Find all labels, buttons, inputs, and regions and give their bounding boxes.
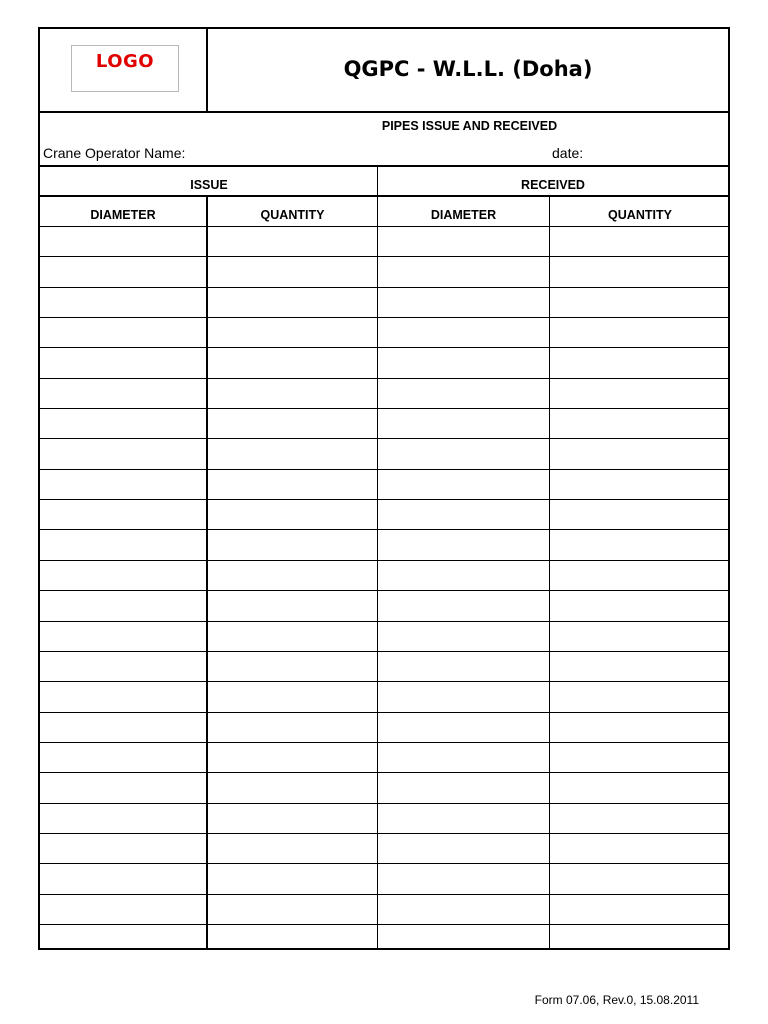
table-cell bbox=[550, 622, 728, 652]
table-cell bbox=[378, 743, 549, 773]
table-row bbox=[40, 439, 728, 469]
table-cell bbox=[40, 257, 206, 287]
table-cell bbox=[378, 439, 549, 469]
table-row bbox=[40, 743, 728, 773]
table-cell bbox=[208, 439, 377, 469]
table-cell bbox=[208, 500, 377, 530]
form-subtitle: PIPES ISSUE AND RECEIVED bbox=[381, 119, 558, 133]
table-cell bbox=[40, 561, 206, 591]
table-cell bbox=[208, 895, 377, 925]
table-row bbox=[40, 925, 728, 955]
table-cell bbox=[550, 318, 728, 348]
divider-line bbox=[40, 195, 728, 197]
table-cell bbox=[208, 561, 377, 591]
table-cell bbox=[40, 895, 206, 925]
table-row bbox=[40, 348, 728, 378]
received-diameter-header: DIAMETER bbox=[430, 208, 497, 222]
table-row bbox=[40, 531, 728, 561]
table-cell bbox=[378, 531, 549, 561]
table-cell bbox=[208, 591, 377, 621]
received-quantity-header: QUANTITY bbox=[608, 208, 672, 222]
logo-placeholder bbox=[71, 45, 179, 92]
date-label: date: bbox=[552, 145, 584, 161]
table-cell bbox=[550, 500, 728, 530]
table-cell bbox=[378, 227, 549, 257]
table-cell bbox=[550, 895, 728, 925]
table-row bbox=[40, 227, 728, 257]
table-cell bbox=[40, 439, 206, 469]
table-cell bbox=[550, 561, 728, 591]
table-row bbox=[40, 682, 728, 712]
table-row bbox=[40, 288, 728, 318]
table-cell bbox=[40, 652, 206, 682]
table-row bbox=[40, 622, 728, 652]
crane-operator-label: Crane Operator Name: bbox=[43, 145, 186, 161]
table-cell bbox=[40, 622, 206, 652]
table-cell bbox=[208, 622, 377, 652]
table-cell bbox=[208, 379, 377, 409]
table-cell bbox=[378, 622, 549, 652]
table-cell bbox=[40, 682, 206, 712]
table-cell bbox=[550, 925, 728, 955]
table-cell bbox=[40, 531, 206, 561]
table-cell bbox=[378, 561, 549, 591]
table-row bbox=[40, 409, 728, 439]
table-row bbox=[40, 652, 728, 682]
issue-diameter-header: DIAMETER bbox=[90, 208, 156, 222]
table-cell bbox=[378, 713, 549, 743]
table-cell bbox=[40, 227, 206, 257]
logo-cell bbox=[40, 29, 208, 111]
table-cell bbox=[208, 682, 377, 712]
table-cell bbox=[378, 834, 549, 864]
table-row bbox=[40, 895, 728, 925]
table-cell bbox=[550, 227, 728, 257]
table-cell bbox=[378, 925, 549, 955]
table-cell bbox=[208, 409, 377, 439]
table-cell bbox=[208, 470, 377, 500]
table-cell bbox=[550, 470, 728, 500]
table-cell bbox=[40, 743, 206, 773]
table-cell bbox=[208, 318, 377, 348]
table-cell bbox=[550, 804, 728, 834]
table-cell bbox=[208, 652, 377, 682]
table-cell bbox=[40, 348, 206, 378]
table-row bbox=[40, 561, 728, 591]
table-row bbox=[40, 500, 728, 530]
table-cell bbox=[40, 500, 206, 530]
table-cell bbox=[550, 743, 728, 773]
table-cell bbox=[208, 743, 377, 773]
table-cell bbox=[378, 379, 549, 409]
table-cell bbox=[550, 409, 728, 439]
table-cell bbox=[378, 470, 549, 500]
table-row bbox=[40, 834, 728, 864]
table-row bbox=[40, 591, 728, 621]
table-row bbox=[40, 864, 728, 894]
table-cell bbox=[550, 439, 728, 469]
table-cell bbox=[378, 500, 549, 530]
table-cell bbox=[550, 652, 728, 682]
table-row bbox=[40, 379, 728, 409]
table-cell bbox=[378, 682, 549, 712]
form-header bbox=[40, 29, 728, 113]
table-row bbox=[40, 773, 728, 803]
table-cell bbox=[40, 713, 206, 743]
table-cell bbox=[40, 288, 206, 318]
table-cell bbox=[208, 713, 377, 743]
table-cell bbox=[40, 470, 206, 500]
table-cell bbox=[208, 288, 377, 318]
table-cell bbox=[378, 864, 549, 894]
table-cell bbox=[40, 318, 206, 348]
issue-group-label: ISSUE bbox=[190, 178, 228, 192]
table-cell bbox=[550, 531, 728, 561]
table-cell bbox=[550, 773, 728, 803]
table-cell bbox=[208, 864, 377, 894]
table-cell bbox=[550, 834, 728, 864]
table-cell bbox=[550, 379, 728, 409]
table-cell bbox=[378, 773, 549, 803]
company-cell bbox=[208, 29, 728, 111]
table-row bbox=[40, 470, 728, 500]
table-cell bbox=[550, 257, 728, 287]
table-cell bbox=[550, 591, 728, 621]
table-cell bbox=[40, 834, 206, 864]
table-cell bbox=[40, 864, 206, 894]
table-cell bbox=[378, 652, 549, 682]
table-cell bbox=[550, 864, 728, 894]
table-row bbox=[40, 257, 728, 287]
received-group-label: RECEIVED bbox=[521, 178, 585, 192]
table-cell bbox=[208, 531, 377, 561]
table-cell bbox=[550, 682, 728, 712]
table-cell bbox=[208, 348, 377, 378]
table-cell bbox=[550, 713, 728, 743]
table-row bbox=[40, 318, 728, 348]
table-cell bbox=[378, 288, 549, 318]
table-cell bbox=[208, 925, 377, 955]
table-row bbox=[40, 804, 728, 834]
table-cell bbox=[378, 895, 549, 925]
table-cell bbox=[378, 804, 549, 834]
table-cell bbox=[208, 227, 377, 257]
logo-text: LOGO bbox=[95, 51, 155, 72]
table-cell bbox=[378, 591, 549, 621]
table-cell bbox=[550, 348, 728, 378]
table-cell bbox=[40, 591, 206, 621]
table-cell bbox=[40, 409, 206, 439]
issue-quantity-header: QUANTITY bbox=[260, 208, 325, 222]
table-cell bbox=[550, 288, 728, 318]
table-cell bbox=[40, 379, 206, 409]
table-cell bbox=[40, 773, 206, 803]
company-title: QGPC - W.L.L. (Doha) bbox=[343, 57, 593, 81]
table-row bbox=[40, 713, 728, 743]
table-cell bbox=[208, 773, 377, 803]
table-cell bbox=[208, 804, 377, 834]
table-cell bbox=[378, 257, 549, 287]
table-cell bbox=[208, 834, 377, 864]
table-cell bbox=[40, 925, 206, 955]
divider-line bbox=[40, 165, 728, 167]
table-cell bbox=[40, 804, 206, 834]
form-footer: Form 07.06, Rev.0, 15.08.2011 bbox=[534, 993, 699, 1007]
table-cell bbox=[378, 409, 549, 439]
table-cell bbox=[378, 318, 549, 348]
table-cell bbox=[208, 257, 377, 287]
pipes-form bbox=[38, 27, 730, 950]
table-cell bbox=[378, 348, 549, 378]
